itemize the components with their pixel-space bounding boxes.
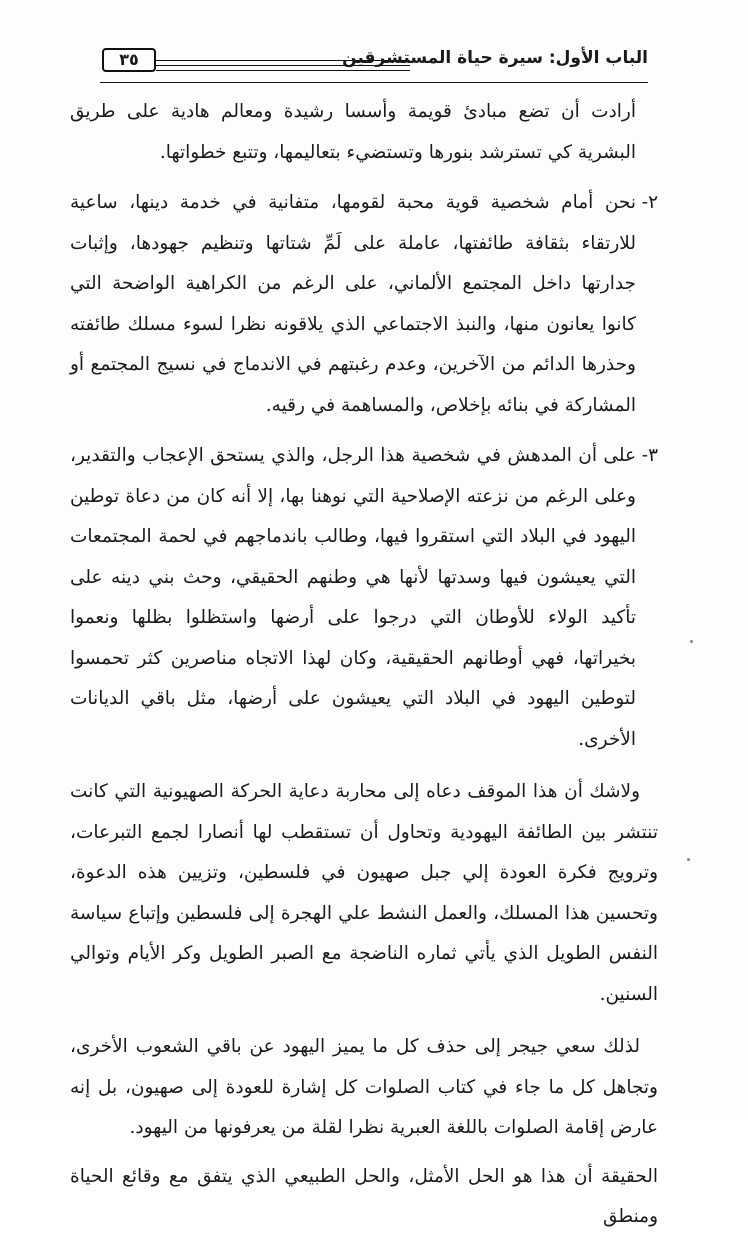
continuation-paragraph: أرادت أن تضع مبادئ قويمة وأسسا رشيدة ومعالم هادية على طريق البشرية كي تسترشد بنورها وتستضيء بتعاليمها، وتتبع خطواتها.: [70, 101, 636, 163]
list-number: ٢-: [641, 192, 658, 213]
list-number: ٣-: [641, 445, 658, 466]
body-text: [70, 92, 658, 1238]
scan-speck: [690, 640, 693, 643]
list-text: على أن المدهش في شخصية هذا الرجل، والذي يستحق الإعجاب والتقدير، وعلى الرغم من نزعته الإصلاحية التي نوهنا بها، إلا أنه كان من دعاة توطين اليهود في البلاد التي استقروا فيها، وطالب باندماجهم في لحمة المجتمعات التي يعيشون فيها وسدتها لأنها هي وطنهم الحقيقي، وحث بني دينه على تأكيد الولاء للأوطان التي درجوا على أرضها واستظلوا بظلها ونعموا بخيراتها، فهي أوطانهم الحقيقية، وكان لهذا الاتجاه مناصرين كثر تحمسوا لتوطين اليهود في البلاد التي يعيشون على أرضها، مثل باقي الديانات الأخرى.: [70, 445, 636, 750]
list-text: نحن أمام شخصية قوية محبة لقومها، متفانية في خدمة دينها، ساعية للارتقاء بثقافة طائفتها، عاملة على لَمِّ شتاتها وتنظيم جهودها، وإثبات جدارتها داخل المجتمع الألماني، على الرغم من الكراهية الواضحة التي كانوا يعانون منها، والنبذ الاجتماعي الذي يلاقونه نظرا لسوء مسلك طائفته وحذرها الدائم من الآخرين، وعدم رغبتهم في الاندماج في نسيج المجتمع أو المشاركة في بنائه بإخلاص، والمساهمة في رقيه.: [70, 192, 636, 416]
paragraph: لذلك سعي جيجر إلى حذف كل ما يميز اليهود عن باقي الشعوب الأخرى، وتجاهل كل ما جاء في كتاب الصلوات كل إشارة للعودة إلى صهيون، بل إنه عارض إقامة الصلوات باللغة العبرية نظرا لقلة من يعرفونها من اليهود.: [70, 1036, 658, 1138]
header-underline: [100, 82, 648, 83]
page-header: [100, 40, 648, 84]
running-title: الباب الأول: سيرة حياة المستشرقين: [342, 48, 648, 68]
paragraph: ولاشك أن هذا الموقف دعاه إلى محاربة دعاية الحركة الصهيونية التي كانت تنتشر بين الطائفة اليهودية وتحاول أن تستقطب لها أنصارا لجمع التبرعات، وترويج فكرة العودة إلي جبل صهيون في فلسطين، وتزيين هذه الدعوة، وتحسين هذا المسلك، والعمل النشط علي الهجرة إلى فلسطين وإتباع سياسة النفس الطويل الذي يأتي ثماره الناضجة مع الصبر الطويل وكر الأيام وتوالي السنين.: [70, 781, 658, 1005]
last-line: الحقيقة أن هذا هو الحل الأمثل، والحل الطبيعي الذي يتفق مع وقائع الحياة ومنطق: [70, 1165, 658, 1227]
scan-speck: [687, 858, 690, 861]
header-rule: [156, 70, 410, 71]
page-number: ٣٥: [102, 48, 156, 72]
list-item: [70, 436, 658, 760]
list-item: [70, 183, 658, 426]
